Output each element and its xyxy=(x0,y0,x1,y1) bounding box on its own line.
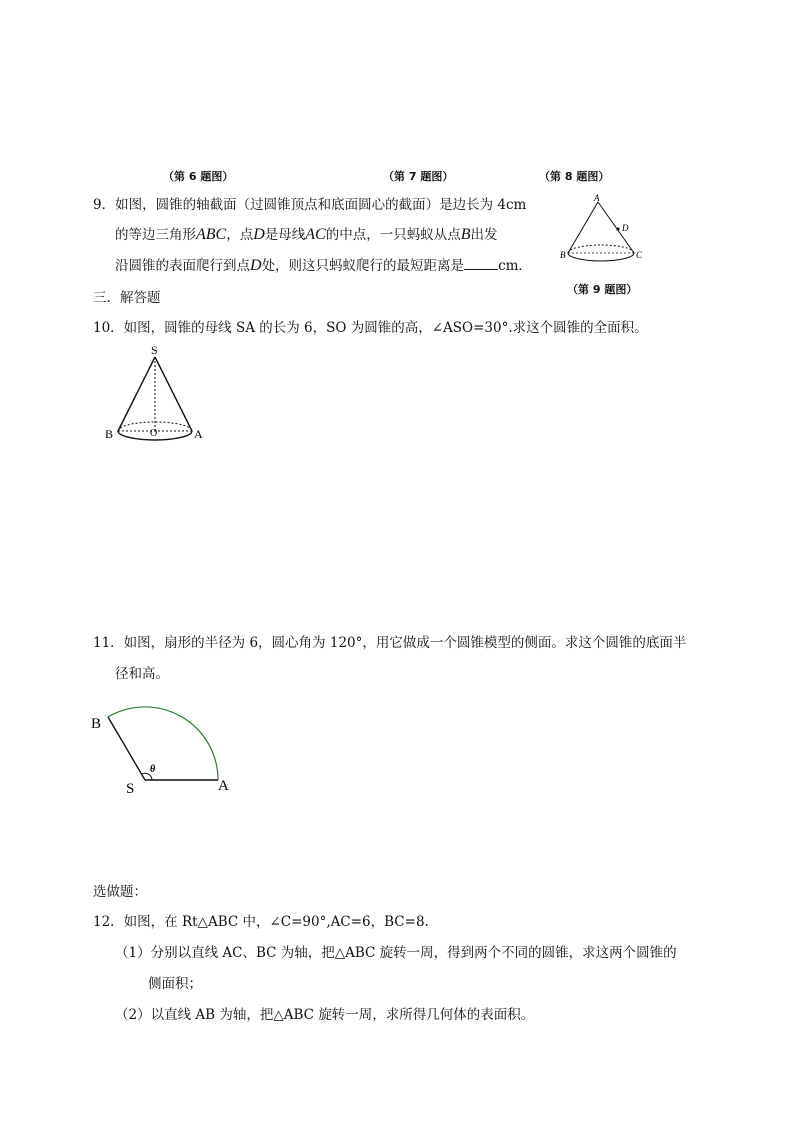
figure-7-caption: （第 7 题图） xyxy=(383,170,454,183)
q9-point-d: D xyxy=(253,226,265,243)
fig11-label-a: A xyxy=(218,778,229,794)
fig9-label-b: B xyxy=(560,250,566,260)
figure-9-cone-diagram xyxy=(560,194,670,264)
question-12-part-1: （1）分别以直线 AC、BC 为轴，把△ABC 旋转一周，得到两个不同的圆锥，求这两个圆锥的 xyxy=(115,945,677,961)
optional-heading: 选做题： xyxy=(93,884,147,900)
question-9-line-3 xyxy=(115,257,532,275)
figure-10-cone-diagram xyxy=(100,343,210,443)
fig10-label-a: A xyxy=(194,427,203,441)
question-9-line-1: 9．如图，圆锥的轴截面（过圆锥顶点和底面圆心的截面）是边长为 4cm xyxy=(93,197,527,213)
q9-text: 的等边三角形 xyxy=(115,227,196,243)
q9-text: 沿圆锥的表面爬行到点 xyxy=(115,258,250,274)
fig10-label-s: S xyxy=(151,343,158,357)
question-10-text: 10．如图，圆锥的母线 SA 的长为 6，SO 为圆锥的高，∠ASO=30°.求这个圆锥的全面积。 xyxy=(93,320,648,336)
question-11-line-2: 径和高。 xyxy=(115,666,169,682)
q9-text: 出发 xyxy=(470,227,498,243)
figure-11-sector-diagram xyxy=(90,705,240,795)
figure-8-caption: （第 8 题图） xyxy=(539,170,610,183)
q9-text: 的中点，一只蚂蚁从点 xyxy=(325,227,461,243)
fig9-label-d: D xyxy=(622,223,629,233)
fig11-label-theta: θ xyxy=(150,764,156,775)
fig10-label-b: B xyxy=(105,427,114,441)
section-3-heading: 三．解答题 xyxy=(93,290,161,306)
q9-point-b: B xyxy=(460,226,471,243)
question-11-line-1: 11．如图，扇形的半径为 6，圆心角为 120°，用它做成一个圆锥模型的侧面。求这个圆锥的底面半 xyxy=(93,635,687,651)
fig9-label-a: A xyxy=(594,193,600,203)
question-9-line-2 xyxy=(115,226,498,244)
fig9-label-c: C xyxy=(636,250,643,260)
figure-6-caption: （第 6 题图） xyxy=(163,170,234,183)
fig11-label-b: B xyxy=(91,716,102,732)
question-12-part-2: （2）以直线 AB 为轴，把△ABC 旋转一周，求所得几何体的表面积。 xyxy=(115,1007,535,1023)
question-12-line-1: 12．如图，在 Rt△ABC 中，∠C=90°,AC=6，BC=8. xyxy=(93,914,429,930)
q9-point-d: D xyxy=(250,257,262,274)
q9-unit: cm． xyxy=(498,258,532,274)
q9-text: 是母线 xyxy=(264,227,306,243)
q9-text: 处，则这只蚂蚁爬行的最短距离是 xyxy=(261,258,465,274)
q9-text: ，点 xyxy=(226,227,254,243)
answer-blank xyxy=(464,257,498,270)
q9-triangle-abc: ABC xyxy=(196,226,227,243)
question-12-part-1-cont: 侧面积； xyxy=(148,976,202,992)
q9-segment-ac: AC xyxy=(305,226,326,243)
figure-9-caption: （第 9 题图） xyxy=(567,283,638,296)
fig11-label-s: S xyxy=(126,781,135,797)
fig10-label-o: O xyxy=(150,428,158,439)
